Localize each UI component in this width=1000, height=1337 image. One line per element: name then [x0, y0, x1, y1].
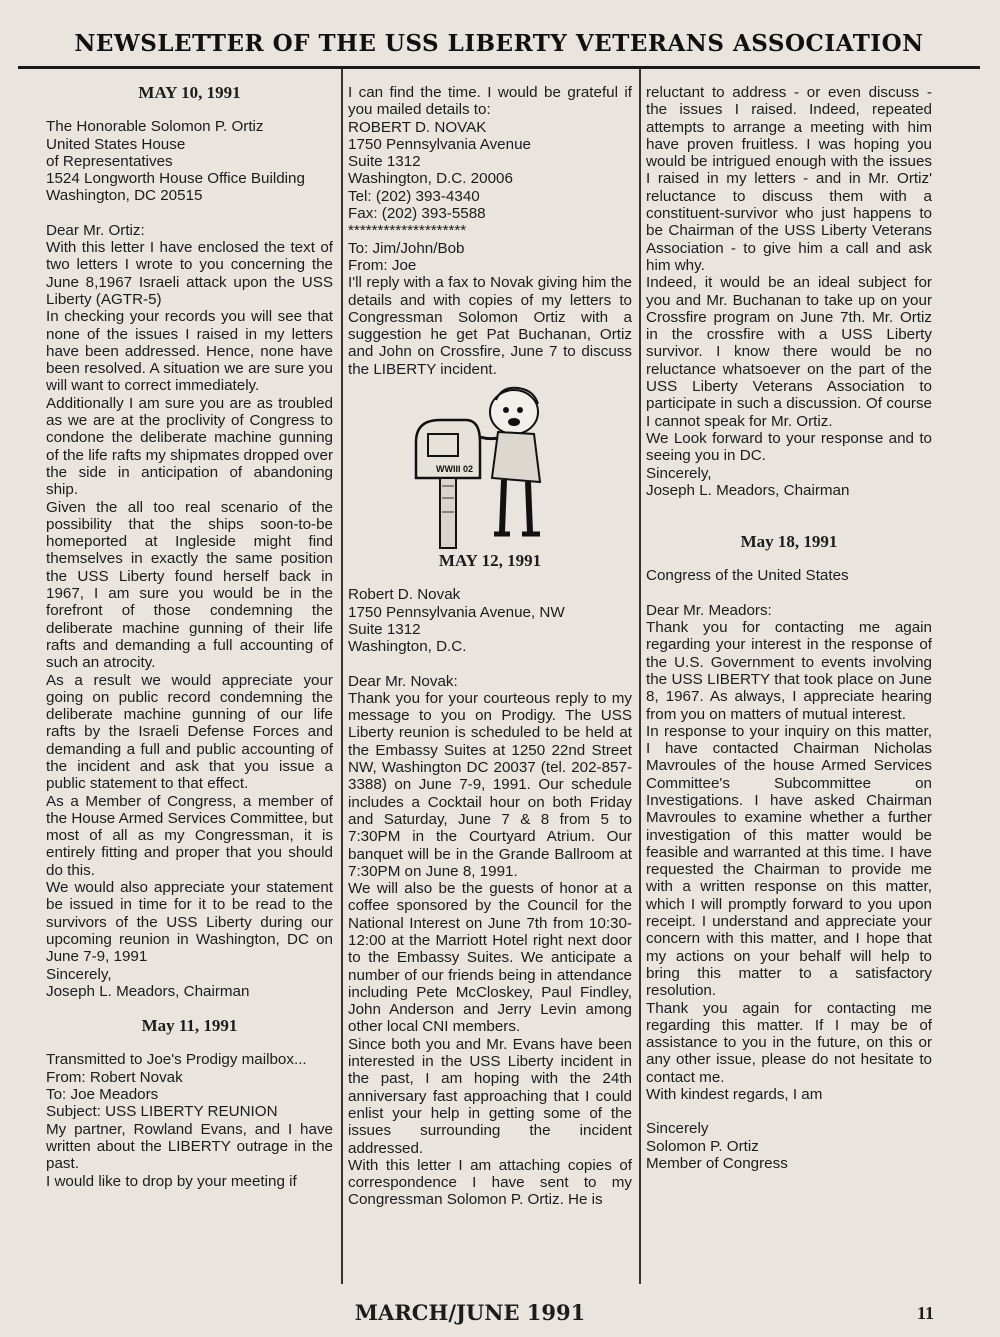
signature: Joseph L. Meadors, Chairman — [646, 481, 850, 499]
letterhead-line: Congress of the United States — [646, 567, 849, 585]
newsletter-masthead: NEWSLETTER OF THE USS LIBERTY VETERANS ASSOCIATION — [74, 30, 924, 57]
memo-to: To: Jim/John/Bob — [348, 239, 465, 257]
address-line: Washington, DC 20515 — [46, 187, 203, 205]
address-line: ROBERT D. NOVAK — [348, 118, 487, 136]
body-paragraph: Given the all too real scenario of the possibility that the ships soon-to-be homeported at Ingleside might find themselves in exactly the same position the USS Liberty found herself back in 1967, I am sure you would be in the forefront of those condemning the deliberate machine gunning of their life rafts and demanding a full accounting of such an atrocity. — [46, 498, 333, 672]
cartoon-mailbox-label: WWIII 02 — [436, 464, 474, 475]
header-line: Subject: USS LIBERTY REUNION — [46, 1103, 278, 1121]
signature-title: Member of Congress — [646, 1154, 788, 1172]
address-line: of Representatives — [46, 152, 173, 170]
separator-stars: ******************** — [348, 222, 467, 240]
address-line: Tel: (202) 393-4340 — [348, 187, 480, 205]
column-middle — [348, 84, 632, 1209]
body-paragraph: Thank you again for contacting me regarding this matter. If I may be of assistance to you in the future, on this or any other issue, please do not hesitate to contact me. — [646, 999, 932, 1086]
address-line: Suite 1312 — [348, 153, 421, 171]
address-line: Washington, D.C. 20006 — [348, 170, 513, 188]
column-divider — [639, 69, 641, 1284]
body-paragraph: In response to your inquiry on this matter, I have contacted Chairman Nicholas Mavroules of the house Armed Services Committee's Subcommittee on Investigations. I have asked Chairman Mavroules to examine whether a further investigation of this matter would be feasible and warranted at this time. I have requested the Chairman to provide me with a written response on this matter, which I will promptly forward to you upon receipt. I understand and appreciate your concern with this matter, and I hope that my actions on your behalf will help to bring this matter to a satisfactory resolution. — [646, 722, 932, 1000]
header-line: To: Joe Meadors — [46, 1086, 159, 1104]
body-paragraph: I'll reply with a fax to Novak giving him the details and with copies of my letters to Congressman Solomon Ortiz with a suggestion he get Pat Buchanan, Ortiz and John on Crossfire, June 7 to discuss the LIBERTY incident. — [348, 274, 632, 378]
body-paragraph: Since both you and Mr. Evans have been interested in the USS Liberty incident in the past, I am hoping with the 24th anniversary fast approaching that I could enlist your help in getting some of the issues surrounding the incident addressed. — [348, 1035, 632, 1157]
body-paragraph: In checking your records you will see that none of the issues I raised in my letters have been addressed. Hence, none have been resolved. A situation we are sure you will want to correct immediately. — [46, 308, 333, 395]
column-right — [646, 84, 932, 1172]
masthead-rule — [18, 66, 980, 69]
letter-date-heading: May 18, 1991 — [740, 532, 838, 552]
body-paragraph: Thank you for contacting me again regarding your interest in the response of the U.S. Government to events involving the USS LIBERTY that took place on June 8, 1967. As always, I appreciate hearing from you on matters of mutual interest. — [646, 619, 932, 723]
salutation: Dear Mr. Meadors: — [646, 601, 772, 619]
address-line: 1524 Longworth House Office Building — [46, 170, 305, 188]
letter-date-heading: MAY 10, 1991 — [138, 83, 241, 102]
address-line: 1750 Pennsylvania Avenue, NW — [348, 603, 565, 621]
body-paragraph: My partner, Rowland Evans, and I have written about the LIBERTY outrage in the past. — [46, 1120, 333, 1173]
body-paragraph: With this letter I have enclosed the text of two letters I wrote to you concerning the June 8,1967 Israeli attack upon the USS Liberty (AGTR-5) — [46, 239, 333, 308]
address-line: 1750 Pennsylvania Avenue — [348, 135, 531, 153]
address-line: Robert D. Novak — [348, 586, 461, 604]
letter-date-heading: MAY 12, 1991 — [438, 551, 542, 571]
body-paragraph: I can find the time. I would be grateful if you mailed details to: — [348, 84, 632, 119]
column-divider — [341, 69, 343, 1284]
closing: With kindest regards, I am — [646, 1086, 823, 1104]
body-paragraph: As a Member of Congress, a member of the House Armed Services Committee, but most of all as my Congressman, it is entirely fitting and proper that you should do this. — [46, 792, 333, 879]
salutation: Dear Mr. Ortiz: — [46, 221, 145, 239]
body-paragraph: I would like to drop by your meeting if — [46, 1172, 297, 1190]
body-paragraph: We would also appreciate your statement be issued in time for it to be read to the survivors of the USS Liberty during our upcoming reunion in Washington, DC on June 7-9, 1991 — [46, 879, 333, 966]
body-paragraph: We Look forward to your response and to seeing you in DC. — [646, 429, 932, 465]
body-paragraph: reluctant to address - or even discuss - the issues I raised. Indeed, repeated attempts to arrange a meeting with him have proven fruitless. I was hoping you would be intrigued enough with the issues I raised in my letters - and in Mr. Ortiz' reluctance to discuss them with a constituent-survivor who just happens to be Chairman of the USS Liberty Veterans Association - to give him a call and ask him why. — [646, 84, 932, 274]
column-left — [46, 84, 333, 1190]
address-line: Washington, D.C. — [348, 638, 467, 656]
closing: Sincerely, — [46, 965, 112, 983]
closing: Sincerely — [646, 1120, 709, 1138]
address-line: The Honorable Solomon P. Ortiz — [46, 118, 264, 136]
body-paragraph: With this letter I am attaching copies of correspondence I have sent to my Congressman Solomon P. Ortiz. He is — [348, 1156, 632, 1209]
address-line: United States House — [46, 135, 186, 153]
salutation: Dear Mr. Novak: — [348, 672, 458, 690]
body-paragraph: We will also be the guests of honor at a coffee sponsored by the Council for the National Interest on June 7th from 10:30-12:00 at the Marriott Hotel right next door to the Embassy Suites. We anticipate a number of our friends being in attendance including Pete McCloskey, Paul Findley, John Anderson and Jerry Levin among other local CNI members. — [348, 880, 632, 1036]
cartoon-mailbox-illustration — [406, 382, 566, 552]
body-paragraph: Transmitted to Joe's Prodigy mailbox... — [46, 1051, 307, 1069]
signature: Solomon P. Ortiz — [646, 1137, 759, 1155]
closing: Sincerely, — [646, 464, 712, 482]
issue-date-footer: MARCH/JUNE 1991 — [354, 1300, 586, 1325]
body-paragraph: Thank you for your courteous reply to my message to you on Prodigy. The USS Liberty reunion is scheduled to be held at the Embassy Suites at 1250 22nd Street NW, Washington DC 20037 (tel. 202-857-3388) on June 7-9, 1991. Our schedule includes a Cocktail hour on both Friday and Saturday, June 7 & 8 from 5 to 7:30PM in the Courtyard Atrium. Our banquet will be in the Grande Ballroom at 7:30PM on June 8, 1991. — [348, 689, 632, 880]
address-line: Suite 1312 — [348, 620, 421, 638]
signature: Joseph L. Meadors, Chairman — [46, 982, 250, 1000]
letter-date-heading: May 11, 1991 — [141, 1016, 238, 1036]
body-paragraph: Indeed, it would be an ideal subject for you and Mr. Buchanan to take up on your Crossfire program on June 7th. Mr. Ortiz in the crossfire with a USS Liberty survivor. I know there would be no reluctance whatsoever on the part of the USS Liberty Veterans Association to participate in such a discussion. Of course I cannot speak for Mr. Ortiz. — [646, 274, 932, 430]
body-paragraph: Additionally I am sure you are as troubled as we are at the proclivity of Congress to condone the deliberate machine gunning of the life rafts my shipmates dropped over the side in anticipation of abandoning ship. — [46, 394, 334, 499]
memo-from: From: Joe — [348, 256, 417, 274]
header-line: From: Robert Novak — [46, 1068, 183, 1086]
address-line: Fax: (202) 393-5588 — [348, 205, 486, 223]
page-number: 11 — [916, 1303, 934, 1323]
body-paragraph: As a result we would appreciate your going on public record condemning the deliberate machine gunning of our life rafts by the Israeli Defense Forces and demanding a full and public accounting of the incident and ask that you issue a public statement to that effect. — [46, 671, 333, 793]
